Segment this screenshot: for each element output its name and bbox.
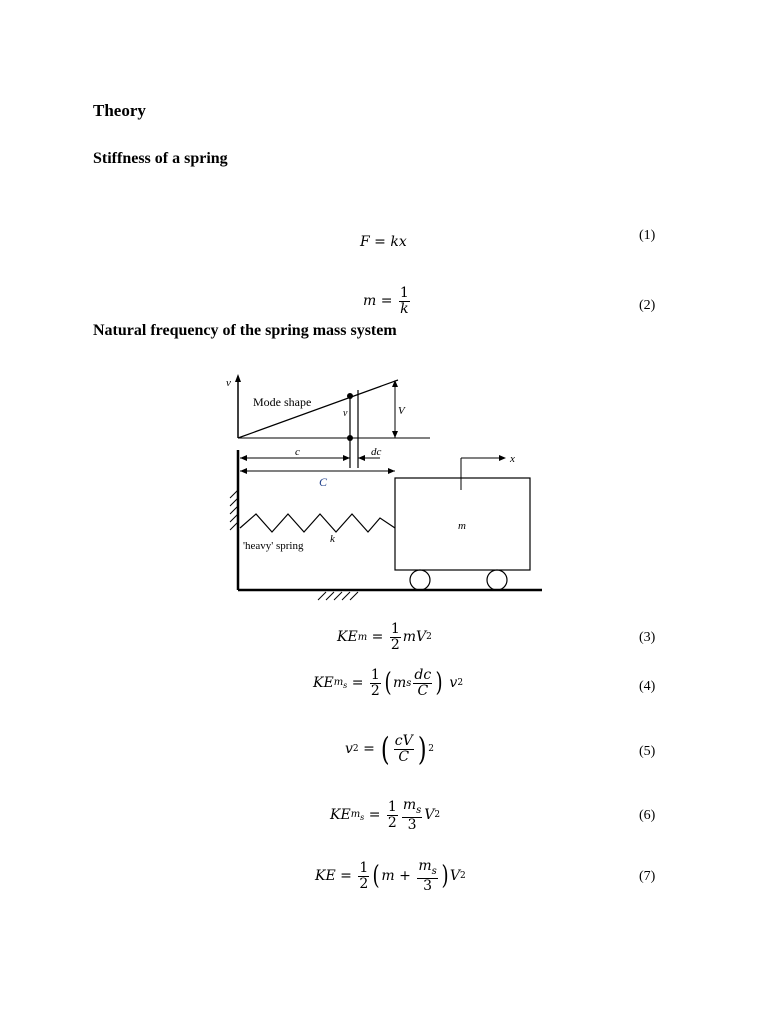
equation-4: KE $m_s$ = $\frac{1}{2}$ ( m s $\frac{dc}{C}$ ) v 2 [313, 667, 464, 699]
heavy-spring [240, 514, 395, 532]
subsection-heading-natural-frequency: Natural frequency of the spring mass system [93, 322, 397, 339]
equation-number-3: (3) [639, 630, 656, 645]
ground-hatch [342, 592, 350, 600]
dc-arrow [358, 455, 365, 461]
fraction-ms-over-3: $\frac{m_s}{3}$ [402, 797, 422, 833]
mode-shape-line [238, 380, 398, 438]
equation-number-6: (6) [639, 808, 656, 823]
ground-hatch [318, 592, 326, 600]
point-on-mode-shape [347, 393, 353, 399]
label-heavy-spring: 'heavy' spring [243, 540, 304, 552]
c-arrow-right [343, 455, 350, 461]
label-v-small: v [343, 408, 348, 419]
label-V: V [398, 405, 405, 417]
V-arrow-top [392, 380, 398, 387]
ground-hatch [334, 592, 342, 600]
label-dc: dc [371, 446, 382, 458]
equation-number-7: (7) [639, 869, 656, 884]
C-arrow-right [388, 468, 395, 474]
section-heading-theory: Theory [93, 101, 146, 120]
ground-hatch [326, 592, 334, 600]
fraction-one-half: $\frac{1}{2}$ [359, 859, 369, 892]
fraction-one-half: $\frac{1}{2}$ [390, 621, 400, 653]
wheel-left [410, 570, 430, 590]
x-axis-label: x [510, 453, 515, 465]
fraction-one-half: $\frac{1}{2}$ [387, 798, 397, 831]
V-arrow-bottom [392, 431, 398, 438]
mode-shape-label: Mode shape [253, 395, 312, 409]
label-m: m [458, 520, 466, 532]
equation-1: F = kx [360, 234, 407, 250]
x-arrowhead [499, 455, 506, 461]
fraction-dc-over-C: $\frac{dc}{C}$ [414, 667, 432, 699]
equation-2: m = $\frac{1}{k}$ [363, 285, 409, 317]
subsection-heading-stiffness: Stiffness of a spring [93, 150, 228, 167]
equation-number-4: (4) [639, 679, 656, 694]
equation-6: KE $m_s$ = $\frac{1}{2}$ $\frac{m_s}{3}$ V 2 [330, 797, 441, 833]
equation-3: KE m = $\frac{1}{2}$ mV 2 [337, 621, 432, 653]
label-k: k [330, 533, 335, 545]
fraction-one-half: $\frac{1}{2}$ [370, 667, 380, 699]
equation-5: v 2 = ( $\frac{cV}{C}$ ) 2 [345, 730, 434, 768]
label-c: c [295, 446, 300, 458]
fraction-cV-over-C: $\frac{cV}{C}$ [394, 732, 413, 765]
equation-number-2: (2) [639, 298, 656, 313]
v-axis-label: v [226, 377, 231, 389]
point-on-baseline [347, 435, 353, 441]
wheel-right [487, 570, 507, 590]
c-arrow-left [240, 455, 247, 461]
spring-mass-diagram [220, 368, 550, 604]
v-axis-arrowhead [235, 374, 241, 382]
equation-number-1: (1) [639, 228, 656, 243]
equation-7: KE = $\frac{1}{2}$ ( m + $\frac{m_s}{3}$ ) V 2 [315, 858, 466, 894]
ground-hatch [350, 592, 358, 600]
fraction-ms-over-3: $\frac{m_s}{3}$ [418, 858, 437, 894]
label-C: C [319, 475, 328, 489]
fraction-1-over-k: $\frac{1}{k}$ [399, 285, 409, 317]
equation-number-5: (5) [639, 744, 656, 759]
C-arrow-left [240, 468, 247, 474]
